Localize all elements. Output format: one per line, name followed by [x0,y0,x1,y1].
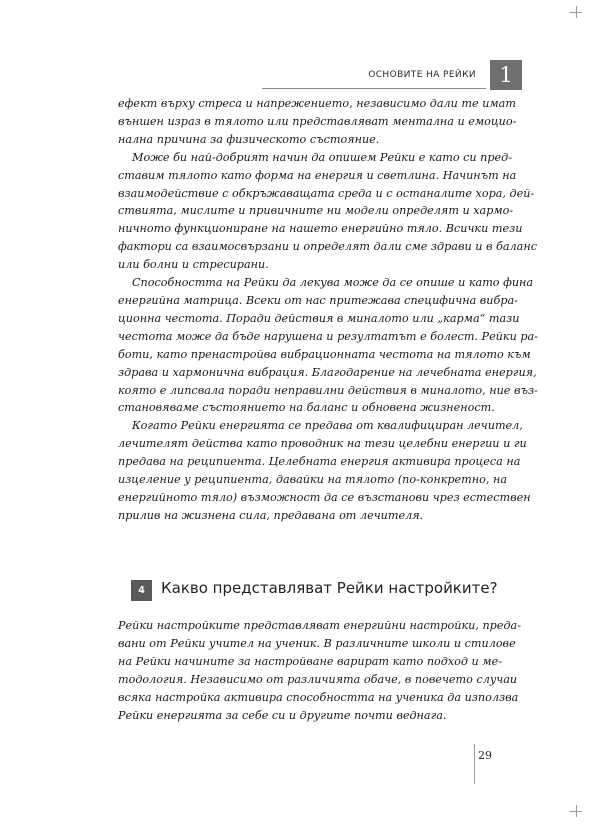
text-line: Когато Рейки енергията се предава от квалифициран лечител, [132,419,523,433]
paragraph [118,274,538,417]
text-line: енергийна матрица. Всеки от нас притежава специфична вибра- [118,293,518,307]
text-line: фактори са взаимосвързани и определят дали сме здрави и в баланс [118,240,537,254]
page-number-rule [474,744,475,784]
crop-mark [570,12,582,13]
text-line: ствията, мислите и привичните ни модели определят и хармо- [118,204,514,218]
running-title: ОСНОВИТЕ НА РЕЙКИ [368,70,476,80]
paragraph [118,617,522,724]
text-line: взаимодействие с обкръжаващата среда и с останалите хора, дей- [118,186,535,200]
text-line: енергийното тяло) възможност да се възстанови чрез естествен [118,490,531,504]
text-line: прилив на жизнена сила, предавана от лечителя. [118,508,424,522]
paragraph [118,417,531,524]
text-line: вани от Рейки учител на ученик. В различните школи и стилове [118,636,516,650]
text-line: ефект върху стреса и напрежението, независимо дали те имат [118,97,516,110]
text-line: Рейки енергията за себе си и другите почти веднага. [118,708,447,722]
text-line: честота може да бъде нарушена и резултатът е болест. Рейки ра- [118,329,538,343]
text-line: или болни и стресирани. [118,258,269,272]
text-line: външен израз в тялото или представляват ментална и емоцио- [118,114,517,128]
section-body-text [118,617,522,724]
paragraph [118,149,537,274]
text-line: изцеление у реципиента, давайки на тялото (по-конкретно, на [118,473,508,487]
paragraph [118,95,517,149]
text-line: ничното функциониране на нашето енергийно тяло. Всички тези [118,222,523,236]
text-line: ставим тялото като форма на енергия и светлина. Начинът на [118,168,517,182]
section-number-badge: 4 [131,580,152,601]
text-line: боти, като пренастройва вибрационната честота на тялото към [118,347,531,361]
chapter-number-badge: 1 [490,60,522,90]
text-line: становяваме състоянието на баланс и обновена жизненост. [118,401,495,415]
text-line: Рейки настройките представляват енергийни настройки, преда- [118,619,522,632]
text-line: всяка настройка активира способността на ученика да използва [118,690,519,704]
page-number: 29 [478,749,492,762]
text-line: на Рейки начините за настройване варират като подход и ме- [118,654,502,668]
text-line: нална причина за физическото състояние. [118,132,380,146]
text-line: която е липсвала поради неправилни действия в миналото, ние въз- [118,383,538,397]
text-line: ционна честота. Поради действия в миналото или „карма“ тази [118,311,520,325]
section-title: Какво представляват Рейки настройките? [161,579,498,597]
running-header [262,64,486,89]
body-text [118,95,538,525]
text-line: Способността на Рейки да лекува може да се опише и като фина [132,276,534,290]
text-line: тодология. Независимо от различията обаче, в повечето случаи [118,672,518,686]
text-line: Може би най-добрият начин да опишем Рейки е като си пред- [132,150,513,164]
crop-mark [570,811,582,812]
text-line: здрава и хармонична вибрация. Благодарение на лечебната енергия, [118,365,537,379]
text-line: предава на реципиента. Целебната енергия активира процеса на [118,455,521,469]
text-line: лечителят действа като проводник на тези целебни енергии и ги [118,437,527,451]
